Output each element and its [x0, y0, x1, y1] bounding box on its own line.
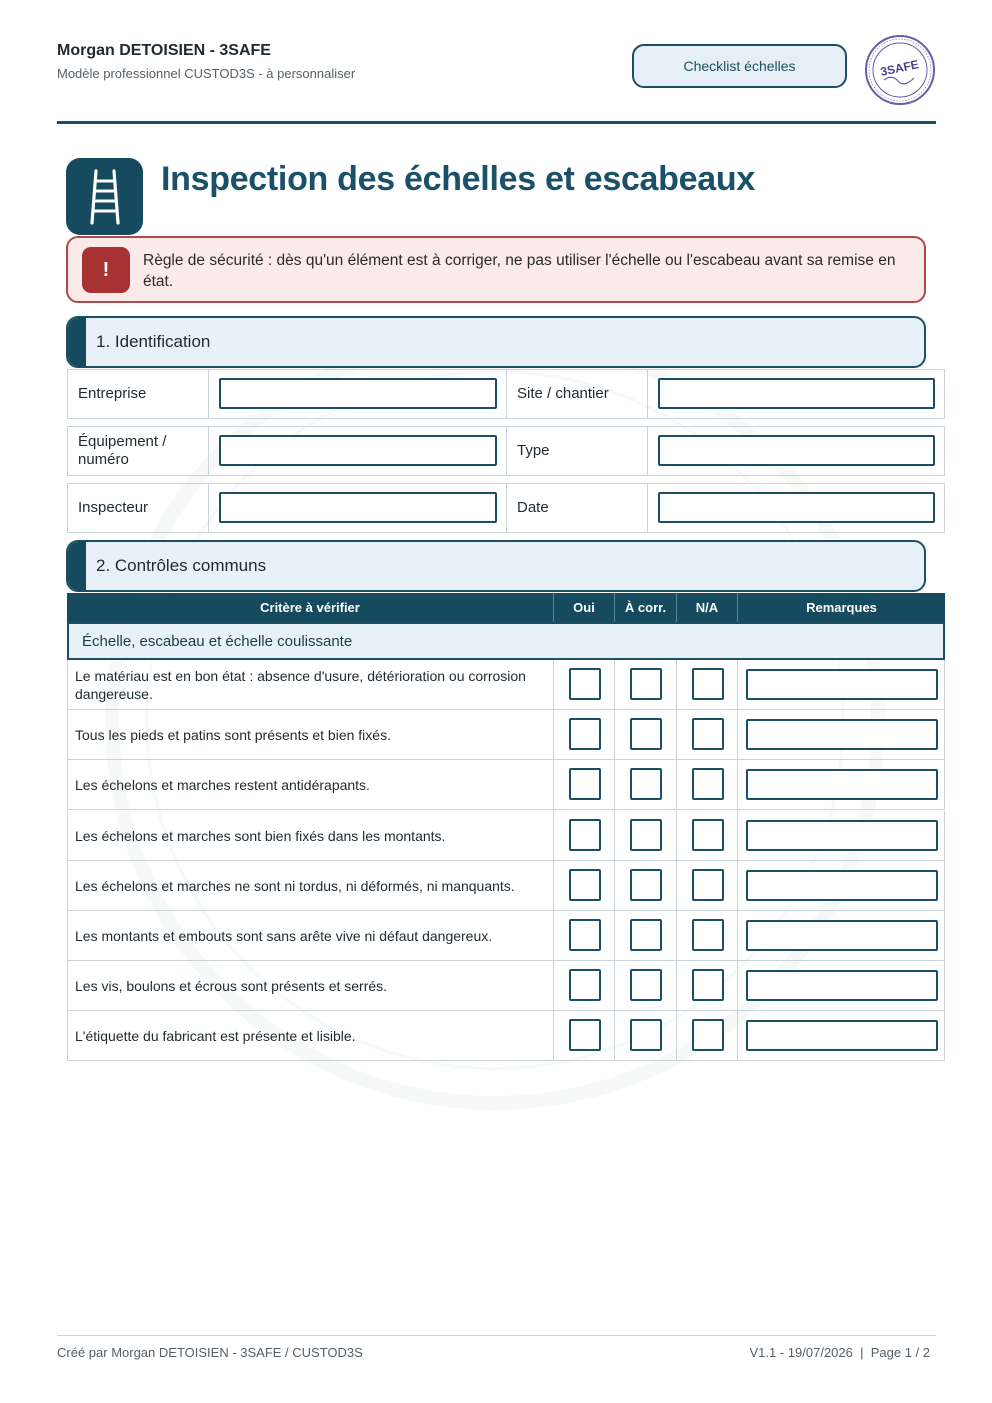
- equipment-field[interactable]: [219, 435, 497, 466]
- remarks-field[interactable]: [746, 769, 938, 800]
- table-row: [67, 760, 945, 810]
- criterion-text: Les échelons et marches restent antidérapants.: [68, 760, 554, 809]
- page-number: Page 1 / 2: [870, 1345, 930, 1360]
- na-checkbox[interactable]: [692, 668, 724, 700]
- table-row: [67, 660, 945, 710]
- checklist-badge: Checklist échelles: [632, 44, 847, 88]
- date-label: Date: [517, 499, 549, 516]
- fix-checkbox[interactable]: [630, 1019, 662, 1051]
- criterion-text: Le matériau est en bon état : absence d'usure, détérioration ou corrosion dangereuse.: [68, 660, 554, 709]
- page-title: Inspection des échelles et escabeaux: [161, 160, 755, 198]
- remarks-field[interactable]: [746, 870, 938, 901]
- table-row: [67, 1011, 945, 1061]
- criterion-text: Les montants et embouts sont sans arête vive ni défaut dangereux.: [68, 911, 554, 960]
- safety-rule-text: Règle de sécurité : dès qu'un élément est à corriger, ne pas utiliser l'échelle ou l'escabeau avant sa remise en état.: [143, 252, 896, 290]
- yes-checkbox[interactable]: [569, 869, 601, 901]
- svg-text:3SAFE: 3SAFE: [879, 57, 920, 79]
- inspector-field[interactable]: [219, 492, 497, 523]
- section-title: 2. Contrôles communs: [96, 556, 267, 575]
- site-label: Site / chantier: [517, 385, 609, 402]
- footer-credit: Créé par Morgan DETOISIEN - 3SAFE / CUSTOD3S: [57, 1345, 363, 1360]
- yes-checkbox[interactable]: [569, 1019, 601, 1051]
- remarks-field[interactable]: [746, 820, 938, 851]
- table-row: [67, 961, 945, 1011]
- section-tab: [68, 318, 86, 366]
- group-heading: Échelle, escabeau et échelle coulissante: [67, 622, 945, 660]
- inspector-label: Inspecteur: [78, 499, 149, 516]
- fix-checkbox[interactable]: [630, 718, 662, 750]
- na-checkbox[interactable]: [692, 819, 724, 851]
- equipment-label: Équipement / numéro: [78, 433, 167, 468]
- author-name: Morgan DETOISIEN - 3SAFE: [57, 42, 271, 59]
- na-checkbox[interactable]: [692, 969, 724, 1001]
- criterion-text: Les vis, boulons et écrous sont présents et serrés.: [68, 961, 554, 1010]
- fix-checkbox[interactable]: [630, 768, 662, 800]
- yes-checkbox[interactable]: [569, 718, 601, 750]
- remarks-field[interactable]: [746, 920, 938, 951]
- column-remarks: Remarques: [806, 600, 877, 615]
- section-tab: [68, 542, 86, 590]
- type-label: Type: [517, 442, 550, 459]
- date-field[interactable]: [658, 492, 935, 523]
- na-checkbox[interactable]: [692, 768, 724, 800]
- column-criterion: Critère à vérifier: [67, 593, 554, 622]
- site-field[interactable]: [658, 378, 935, 409]
- criterion-text: Tous les pieds et patins sont présents et bien fixés.: [68, 710, 554, 759]
- table-row: [67, 911, 945, 961]
- footer-meta: [750, 1345, 931, 1360]
- remarks-field[interactable]: [746, 1020, 938, 1051]
- criterion-text: Les échelons et marches ne sont ni tordus, ni déformés, ni manquants.: [68, 861, 554, 910]
- yes-checkbox[interactable]: [569, 668, 601, 700]
- fix-checkbox[interactable]: [630, 969, 662, 1001]
- fix-checkbox[interactable]: [630, 668, 662, 700]
- remarks-field[interactable]: [746, 669, 938, 700]
- company-field[interactable]: [219, 378, 497, 409]
- footer-divider: [57, 1335, 936, 1336]
- column-na: N/A: [677, 593, 738, 622]
- fix-checkbox[interactable]: [630, 819, 662, 851]
- section-identification: [66, 316, 926, 368]
- section-common-controls: [66, 540, 926, 592]
- na-checkbox[interactable]: [692, 869, 724, 901]
- na-checkbox[interactable]: [692, 1019, 724, 1051]
- remarks-field[interactable]: [746, 970, 938, 1001]
- table-header: [67, 593, 945, 622]
- criterion-text: L'étiquette du fabricant est présente et lisible.: [68, 1011, 554, 1060]
- safety-alert: [66, 236, 926, 303]
- yes-checkbox[interactable]: [569, 969, 601, 1001]
- table-row: [67, 710, 945, 760]
- yes-checkbox[interactable]: [569, 768, 601, 800]
- version-date: V1.1 - 19/07/2026: [749, 1345, 853, 1360]
- yes-checkbox[interactable]: [569, 919, 601, 951]
- company-label: Entreprise: [78, 385, 147, 402]
- footer-separator: |: [860, 1345, 864, 1360]
- ladder-icon: [66, 158, 143, 235]
- na-checkbox[interactable]: [692, 718, 724, 750]
- 3safe-stamp-logo: [864, 34, 936, 106]
- fix-checkbox[interactable]: [630, 869, 662, 901]
- type-field[interactable]: [658, 435, 935, 466]
- warning-icon: !: [82, 247, 130, 293]
- column-yes: Oui: [554, 593, 615, 622]
- column-fix: À corr.: [615, 593, 677, 622]
- template-subtitle: Modèle professionnel CUSTOD3S - à personnaliser: [57, 66, 356, 81]
- na-checkbox[interactable]: [692, 919, 724, 951]
- yes-checkbox[interactable]: [569, 819, 601, 851]
- table-row: [67, 811, 945, 861]
- id-row: [67, 426, 945, 476]
- page-header: [57, 42, 937, 122]
- criterion-text: Les échelons et marches sont bien fixés dans les montants.: [68, 811, 554, 860]
- table-row: [67, 861, 945, 911]
- header-divider: [57, 121, 936, 124]
- section-title: 1. Identification: [96, 332, 211, 351]
- fix-checkbox[interactable]: [630, 919, 662, 951]
- id-row: [67, 369, 945, 419]
- id-row: [67, 483, 945, 533]
- remarks-field[interactable]: [746, 719, 938, 750]
